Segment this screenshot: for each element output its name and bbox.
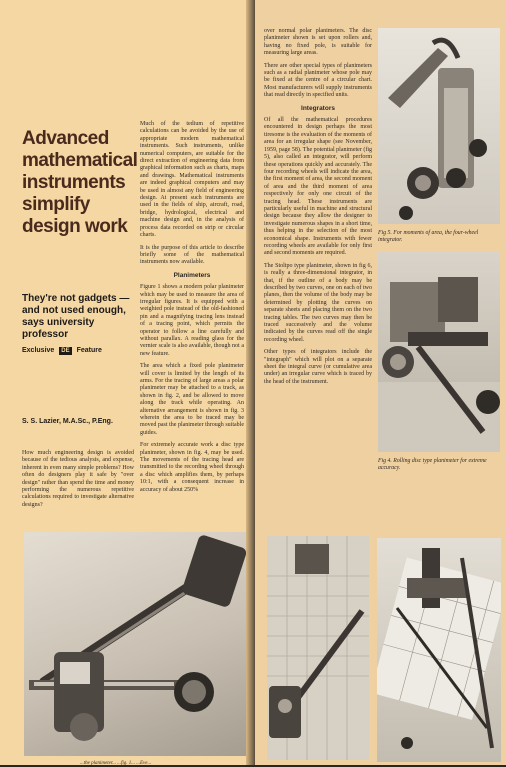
article-title: Advanced mathematical instruments simplify design work xyxy=(22,128,138,237)
col2-paragraph-3: Figure 1 shows a modern polar planimeter which may be used to measure the area of irregular figures. It is equipped with a weighted pole instead of the old-fashioned pin and a magnifying tracing lens instead of a tracing point, which permits the operator to follow a line carefully and without parallax. A reading glass for the vernier scale is also available, though not a new feature. xyxy=(140,284,244,357)
radial-planimeter-illustration xyxy=(267,536,369,760)
feature-word: Feature xyxy=(76,347,102,354)
exclusive-feature-label xyxy=(22,347,102,355)
col2-paragraph-4: The area which a fixed pole planimeter will cover is limited by the length of its arms. For the tracing of large areas a polar planimeter may be attached to a track, as shown in fig. 2, and be allowed to move along the track while operating. An alternative arrangement is shown in fig. 3 wherein the area to be traced may be moved past the planimeter through suitable guides. xyxy=(140,363,244,436)
col3-paragraph-4: The Stoltpo type planimeter, shown in fig 6, is really a three-dimensional integrator, in that, if the outline of a body may be described by two curves, one on each of two planes, then the volume of the body may be determined by plotting the curves on separate sheets and placing them on the two tracing tables. The two curves may then be traced successively and the volume indicated by the curves read off the single recording wheel. xyxy=(264,262,372,343)
left-page xyxy=(0,0,252,765)
photo-four-wheel-integrator xyxy=(378,28,500,224)
intro-column xyxy=(22,450,134,514)
col2-paragraph-5: For extremely accurate work a disc type planimeter, shown in fig. 4, may be used. The movements of the tracing head are transmitted to the recording wheel through a disc which amplifies them, by perhaps 10:1, with a consequent increase in accuracy of about 250% xyxy=(140,442,244,493)
author-byline: S. S. Lazier, M.A.Sc., P.Eng. xyxy=(22,418,113,425)
fig4-caption: Fig 4. Rolling disc type planimeter for extreme accuracy. xyxy=(378,458,487,471)
article-subtitle: They're not gadgets — and not used enough, says university professor xyxy=(22,293,130,340)
col3-paragraph-2: There are other special types of planimeters such as a radial planimeter whose pole may be fixed at the centre of a circular chart. Most manufacturers will supply instruments that read directly in specified units. xyxy=(264,62,372,99)
col2-paragraph-2: It is the purpose of this article to describe briefly some of the mathematical instruments now available. xyxy=(140,244,244,266)
de-badge: DE xyxy=(61,348,70,354)
col2-paragraph-1: Much of the tedium of repetitive calculations can be avoided by the use of appropriate modern mathematical instruments. Such instruments, unlike numerical computers, are suitable for the direct extraction of engineering data from graphical information such as charts, maps and drawings. Mathematical instruments are indeed graphical computers and may be used in almost any field of engineering design. At present such instruments are used in the fields of ship, aircraft, road, bridge, hydrological, electrical and machine design and, in the analysis of process data recorded on strip or circular charts. xyxy=(140,121,244,239)
photo-disc-planimeter xyxy=(378,252,500,452)
intro-paragraph: How much engineering design is avoided because of the tedious analysis, and expense, inherent in even many simple problems? How often do designers play it safe by "over design" rather than spend the time and money performing the numerous repetitive calculations required to investigate alternative designs? xyxy=(22,450,134,508)
photo-polar-planimeter xyxy=(24,532,246,756)
col3-paragraph-3: Of all the mathematical procedures encountered in design perhaps the most tiresome is the evaluation of the moments of area for an irregular shape (see November, 1959, page 58). The potential planimeter (fig 5), also called an integrator, will perform these operations quickly and accurately. The four recording wheels will indicate the area, the first moment of area, the second moment of area and the third moment of area respectively for only one circuit of the tracing head. These instruments are particularly useful in machine and structural design because they allow the designer to investigate numerous shapes in a short time, thus helping in the selection of the most economical shape. Instruments with fewer recording wheels are available for only first and second moments are required. xyxy=(264,117,372,257)
col3-paragraph-1: over normal polar planimeters. The disc planimeter shown is set upon rollers and, having no fixed pole, is suitable for measuring large areas. xyxy=(264,28,372,57)
photo-integraph xyxy=(377,538,501,762)
article-column-2 xyxy=(140,121,244,499)
bottom-caption: ...the planimeter... ...fig. 1... ...Eve... xyxy=(80,761,152,766)
integraph-illustration xyxy=(377,538,501,762)
polar-planimeter-illustration xyxy=(24,532,246,756)
integrators-heading: Integrators xyxy=(301,104,335,112)
fig5-caption: Fig 5. For moments of area, the four-wheel integrator. xyxy=(378,230,479,243)
planimeters-heading: Planimeters xyxy=(173,271,211,279)
right-page xyxy=(255,0,506,765)
photo-radial-planimeter xyxy=(267,536,369,760)
col3-paragraph-5: Other types of integrators include the "integraph" which will plot on a separate sheet the integral curve (or cumulative area under) an irregular curve which is traced by the head of the instrument. xyxy=(264,349,372,385)
disc-planimeter-illustration xyxy=(378,252,500,452)
exclusive-word: Exclusive xyxy=(22,347,55,354)
integrator-illustration xyxy=(378,28,500,224)
article-column-3 xyxy=(264,28,372,391)
